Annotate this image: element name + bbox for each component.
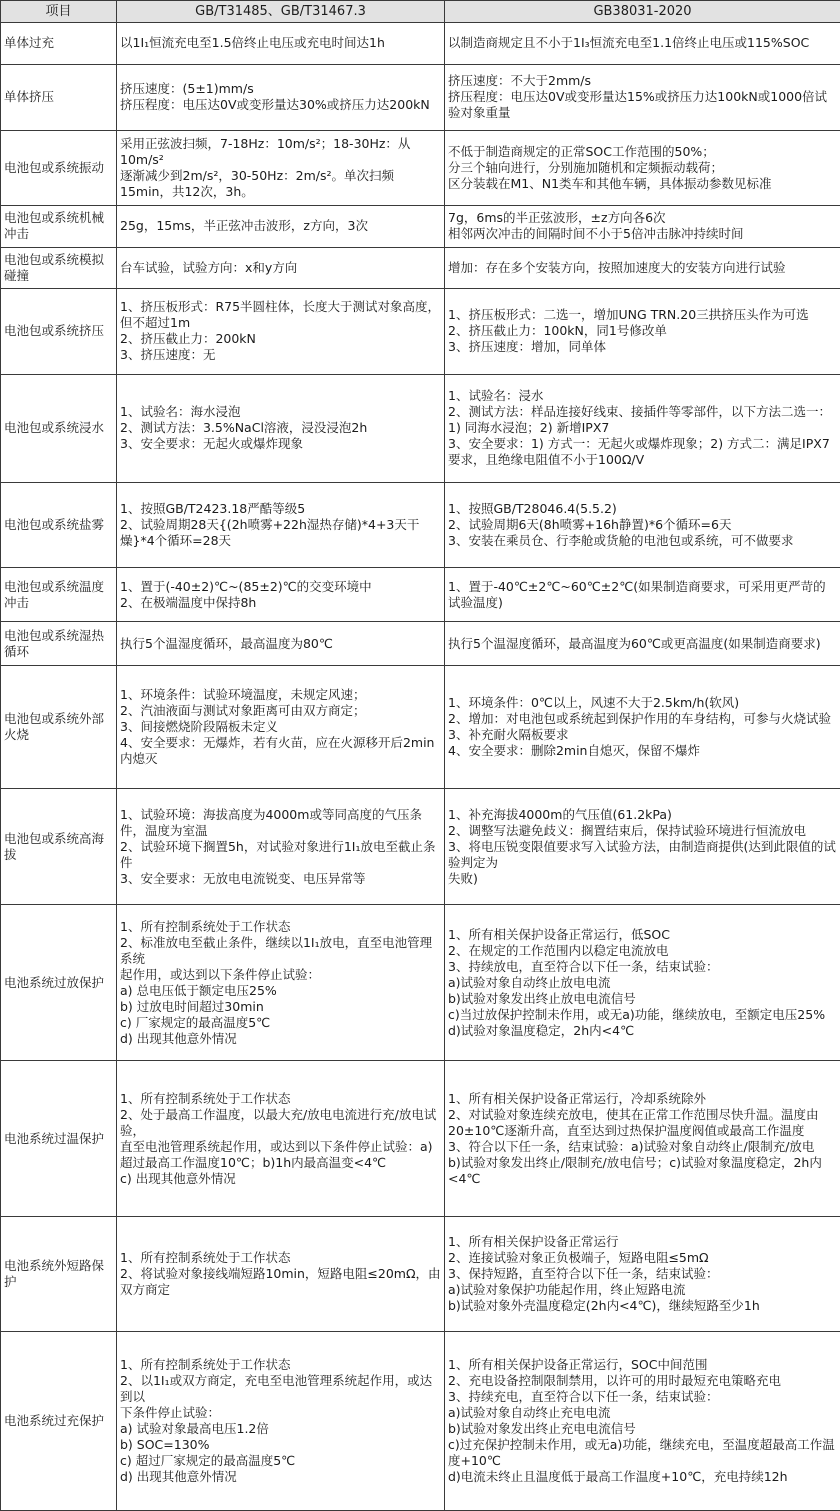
cell-text-line: c)当过放保护控制未作用，或无a)功能，继续放电，至额定电压25% [448,1006,826,1022]
cell-text-line: c) 出现其他意外情况 [120,1170,236,1186]
cell-text-line: 7g，6ms的半正弦波形，±z方向各6次 [448,210,666,226]
cell-text-line: 失败) [448,870,478,886]
cell-text-line: 1、置于-40℃±2℃~60℃±2℃(如果制造商要求，可采用更严苛的试验温度) [448,578,826,610]
old-standard-cell [117,23,445,65]
cell-text-line: 2、处于最高工作温度，以最大充/放电电流进行充/放电试验， [120,1106,437,1138]
cell-text-line: 以1I₁恒流充电至1.5倍终止电压或充电时间达1h [120,35,385,51]
cell-text-line: 2、试验周期6天(8h喷雾+16h静置)*6个循环=6天 [448,517,732,532]
row-item-label: 电池包或系统盐雾 [1,482,117,567]
cell-text-line: d)试验对象温度稳定，2h内<4℃ [448,1022,635,1038]
row-item-label: 电池系统外短路保护 [1,1217,117,1331]
cell-text-line: 1、所有控制系统处于工作状态 [120,918,291,934]
cell-text-line: 直至电池管理系统起作用，或达到以下条件停止试验：a) 超过最高工作温度10℃；b)1h内最高温变<4℃ [120,1138,433,1170]
cell-text-line: 2、对试验对象连续充放电，使其在正常工作范围尽快升温。温度由20±10℃逐渐升高，直至达到过热保护温度阀值或最高工作温度 [448,1106,819,1138]
cell-text-line: 2、挤压截止力：100kN，同1号修改单 [448,323,667,339]
table-row [1,622,840,666]
cell-text-line: 2、试验环境下搁置5h，对试验对象进行1I₁放电至截止条件 [120,838,436,870]
row-item-label: 电池包或系统浸水 [1,374,117,482]
row-item-label: 电池包或系统模拟碰撞 [1,247,117,289]
cell-text-line: 4、安全要求：删除2min自熄灭，保留不爆炸 [448,742,700,758]
cell-text-line: 台车试验，试验方向：x和y方向 [120,260,298,276]
cell-text-line: 2、汽油液面与测试对象距离可由双方商定； [120,702,366,718]
cell-text-line: b) SOC=130% [120,1436,210,1452]
cell-text-line: b)试验对象发出终止放电电流信号 [448,990,636,1006]
cell-text-line: b)试验对象发出终止/限制充/放电信号；c)试验对象温度稳定，2h内<4℃ [448,1154,822,1186]
cell-text-line: 3、挤压速度：无 [120,347,216,363]
cell-text-line: a)试验对象自动终止充电电流 [448,1404,611,1420]
cell-text-line: 分三个轴向进行，分别施加随机和定频振动载荷； [448,160,724,176]
cell-text-line: 3、持续充电，直至符合以下任一条，结束试验： [448,1388,719,1404]
new-standard-cell [445,1061,840,1217]
cell-text-line: 3、安全要求：无起火或爆炸现象 [120,436,303,452]
cell-text-line: 25g，15ms，半正弦冲击波形，z方向，3次 [120,218,368,234]
cell-text-line: d)电流未终止且温度低于最高工作温度+10℃，充电持续12h [448,1468,788,1484]
cell-text-line: 挤压速度：(5±1)mm/s [120,81,254,97]
header-old-standard: GB/T31485、GB/T31467.3 [117,1,445,23]
table-row [1,247,840,289]
table-body [1,23,840,1511]
cell-text-line: 1、所有相关保护设备正常运行 [448,1234,619,1250]
new-standard-cell [445,568,840,622]
cell-text-line: 起作用，或达到以下条件停止试验： [120,966,321,982]
row-item-label: 电池系统过放保护 [1,905,117,1061]
cell-text-line: 1、所有控制系统处于工作状态 [120,1090,291,1106]
new-standard-cell [445,131,840,206]
cell-text-line: 3、安全要求：1) 方式一：无起火或爆炸现象；2) 方式二：满足IPX7要求，且绝缘电阻值不小于100Ω/V [448,436,830,468]
cell-text-line: a) 总电压低于额定电压25% [120,982,277,998]
cell-text-line: a)试验对象自动终止放电电流 [448,974,611,990]
cell-text-line: 1、所有相关保护设备正常运行，冷却系统除外 [448,1090,706,1106]
row-item-label: 电池系统过充保护 [1,1331,117,1510]
old-standard-cell [117,905,445,1061]
table-row [1,1061,840,1217]
old-standard-cell [117,788,445,905]
cell-text-line: 2、调整写法避免歧义：搁置结束后，保持试验环境进行恒流放电 [448,822,806,838]
old-standard-cell [117,1331,445,1510]
cell-text-line: b)试验对象外壳温度稳定(2h内<4℃)，继续短路至少1h [448,1298,760,1314]
old-standard-cell [117,665,445,788]
new-standard-cell [445,788,840,905]
table-row [1,131,840,206]
table-row [1,905,840,1061]
new-standard-cell [445,374,840,482]
cell-text-line: 1、所有控制系统处于工作状态 [120,1250,291,1266]
cell-text-line: 不低于制造商规定的正常SOC工作范围的50%； [448,144,715,160]
new-standard-cell [445,247,840,289]
cell-text-line: 1、所有相关保护设备正常运行，SOC中间范围 [448,1356,708,1372]
cell-text-line: 1、所有控制系统处于工作状态 [120,1356,291,1372]
cell-text-line: 1、补充海拔4000m的气压值(61.2kPa) [448,806,672,822]
cell-text-line: 下条件停止试验： [120,1404,221,1420]
cell-text-line: 相邻两次冲击的间隔时间不小于5倍冲击脉冲持续时间 [448,226,744,242]
old-standard-cell [117,622,445,666]
table-row [1,665,840,788]
row-item-label: 电池包或系统外部火烧 [1,665,117,788]
new-standard-cell [445,289,840,374]
cell-text-line: c)过充保护控制未作用，或无a)功能，继续充电，至温度超最高工作温度+10℃ [448,1436,835,1468]
cell-text-line: 3、挤压速度：增加，同单体 [448,339,606,355]
cell-text-line: 1、挤压板形式：R75半圆柱体，长度大于测试对象高度，但不超过1m [120,299,441,331]
row-item-label: 电池系统过温保护 [1,1061,117,1217]
row-item-label: 电池包或系统机械冲击 [1,206,117,248]
cell-text-line: 2、测试方法：样品连接好线束、接插件等零部件，以下方法二选一：1) 同海水浸泡；2) 新增IPX7 [448,404,831,436]
cell-text-line: 3、符合以下任一条，结束试验：a)试验对象自动终止/限制充/放电 [448,1138,815,1154]
table-row [1,788,840,905]
old-standard-cell [117,289,445,374]
cell-text-line: 2、将试验对象接线端短路10min，短路电阻≤20mΩ，由双方商定 [120,1266,441,1298]
cell-text-line: 2、挤压截止力：200kN [120,331,256,347]
header-item: 项目 [1,1,117,23]
cell-text-line: 执行5个温湿度循环，最高温度为60℃或更高温度(如果制造商要求) [448,635,821,651]
row-item-label: 电池包或系统挤压 [1,289,117,374]
cell-text-line: 3、将电压锐变限值要求写入试验方法，由制造商提供(达到此限值的试验判定为 [448,838,836,870]
cell-text-line: 1、按照GB/T2423.18严酷等级5 [120,501,306,516]
cell-text-line: 1、环境条件：试验环境温度，未规定风速； [120,686,366,702]
old-standard-cell [117,64,445,131]
table-row [1,568,840,622]
cell-text-line: c) 厂家规定的最高温度5℃ [120,1014,271,1030]
cell-text-line: 1、置于(-40±2)℃~(85±2)℃的交变环境中 [120,578,372,594]
cell-text-line: 2、以1I₁或双方商定，充电至电池管理系统起作用，或达到以 [120,1372,433,1404]
row-item-label: 单体过充 [1,23,117,65]
new-standard-cell [445,622,840,666]
cell-text-line: 3、安全要求：无放电电流锐变、电压异常等 [120,870,366,886]
cell-text-line: 3、安装在乘员仓、行李舱或货舱的电池包或系统，可不做要求 [448,533,794,548]
new-standard-cell [445,482,840,567]
row-item-label: 电池包或系统湿热循环 [1,622,117,666]
cell-text-line: 3、间接燃烧阶段隔板未定义 [120,718,278,734]
cell-text-line: 4、安全要求：无爆炸，若有火苗，应在火源移开后2min内熄灭 [120,734,435,766]
row-item-label: 单体挤压 [1,64,117,131]
old-standard-cell [117,247,445,289]
old-standard-cell [117,206,445,248]
new-standard-cell [445,665,840,788]
new-standard-cell [445,1331,840,1510]
cell-text-line: 1、试验名：海水浸泡 [120,404,241,420]
cell-text-line: 1、试验名：浸水 [448,388,544,404]
new-standard-cell [445,206,840,248]
cell-text-line: 挤压程度：电压达0V或变形量达30%或挤压力达200kN [120,97,430,113]
row-item-label: 电池包或系统高海拔 [1,788,117,905]
cell-text-line: 2、测试方法：3.5%NaCl溶液，浸没浸泡2h [120,420,368,436]
table-row [1,289,840,374]
cell-text-line: 2、在规定的工作范围内以稳定电流放电 [448,942,669,958]
cell-text-line: 挤压速度：不大于2mm/s [448,73,592,89]
table-row [1,64,840,131]
cell-text-line: 1、挤压板形式：二选一，增加UNG TRN.20三拱挤压头作为可选 [448,307,809,323]
cell-text-line: 增加：存在多个安装方向，按照加速度大的安装方向进行试验 [448,260,786,276]
cell-text-line: 1、所有相关保护设备正常运行，低SOC [448,926,670,942]
cell-text-line: 执行5个温湿度循环，最高温度为80℃ [120,635,333,651]
header-row [1,1,840,23]
cell-text-line: 采用正弦波扫频，7-18Hz：10m/s²；18-30Hz：从10m/s² [120,136,411,168]
cell-text-line: 以制造商规定且不小于1I₃恒流充电至1.1倍终止电压或115%SOC [448,35,810,51]
cell-text-line: 2、标准放电至截止条件，继续以1I₁放电，直至电池管理系统 [120,934,433,966]
cell-text-line: a)试验对象保护功能起作用，终止短路电流 [448,1282,686,1298]
table-row [1,374,840,482]
cell-text-line: c) 超过厂家规定的最高温度5℃ [120,1452,296,1468]
table-row [1,1331,840,1510]
old-standard-cell [117,131,445,206]
table-row [1,206,840,248]
row-item-label: 电池包或系统温度冲击 [1,568,117,622]
table-row [1,482,840,567]
cell-text-line: d) 出现其他意外情况 [120,1468,237,1484]
new-standard-cell [445,1217,840,1331]
old-standard-cell [117,1217,445,1331]
cell-text-line: 3、持续放电，直至符合以下任一条，结束试验： [448,958,719,974]
cell-text-line: 1、按照GB/T28046.4(5.5.2) [448,501,617,516]
cell-text-line: 2、充电设备控制限制禁用，以许可的用时最短充电策略充电 [448,1372,781,1388]
cell-text-line: 2、试验周期28天{(2h喷雾+22h湿热存储)*4+3天干燥}*4个循环=28天 [120,517,420,548]
cell-text-line: d) 出现其他意外情况 [120,1030,237,1046]
cell-text-line: 逐渐减少到2m/s²，30-50Hz：2m/s²。单次扫频15min，共12次，3h。 [120,168,395,200]
cell-text-line: 3、保持短路，直至符合以下任一条，结束试验： [448,1266,719,1282]
cell-text-line: a) 试验对象最高电压1.2倍 [120,1420,269,1436]
table-row [1,1217,840,1331]
new-standard-cell [445,23,840,65]
header-new-standard: GB38031-2020 [445,1,840,23]
cell-text-line: b) 过放电时间超过30min [120,998,264,1014]
cell-text-line: 1、试验环境：海拔高度为4000m或等同高度的气压条件，温度为室温 [120,806,422,838]
cell-text-line: 3、补充耐火隔板要求 [448,726,569,742]
table-row [1,23,840,65]
row-item-label: 电池包或系统振动 [1,131,117,206]
old-standard-cell [117,1061,445,1217]
old-standard-cell [117,568,445,622]
cell-text-line: 2、在极端温度中保持8h [120,594,257,610]
old-standard-cell [117,482,445,567]
new-standard-cell [445,905,840,1061]
new-standard-cell [445,64,840,131]
cell-text-line: 挤压程度：电压达0V或变形量达15%或挤压力达100kN或1000倍试验对象重量 [448,89,828,121]
cell-text-line: 2、增加：对电池包或系统起到保护作用的车身结构，可参与火烧试验 [448,710,831,726]
cell-text-line: b)试验对象发出终止充电电流信号 [448,1420,636,1436]
old-standard-cell [117,374,445,482]
cell-text-line: 区分装载在M1、N1类车和其他车辆，具体振动参数见标准 [448,176,772,192]
cell-text-line: 2、连接试验对象正负极端子，短路电阻≤5mΩ [448,1250,709,1266]
cell-text-line: 1、环境条件：0℃以上，风速不大于2.5km/h(软风) [448,694,740,710]
